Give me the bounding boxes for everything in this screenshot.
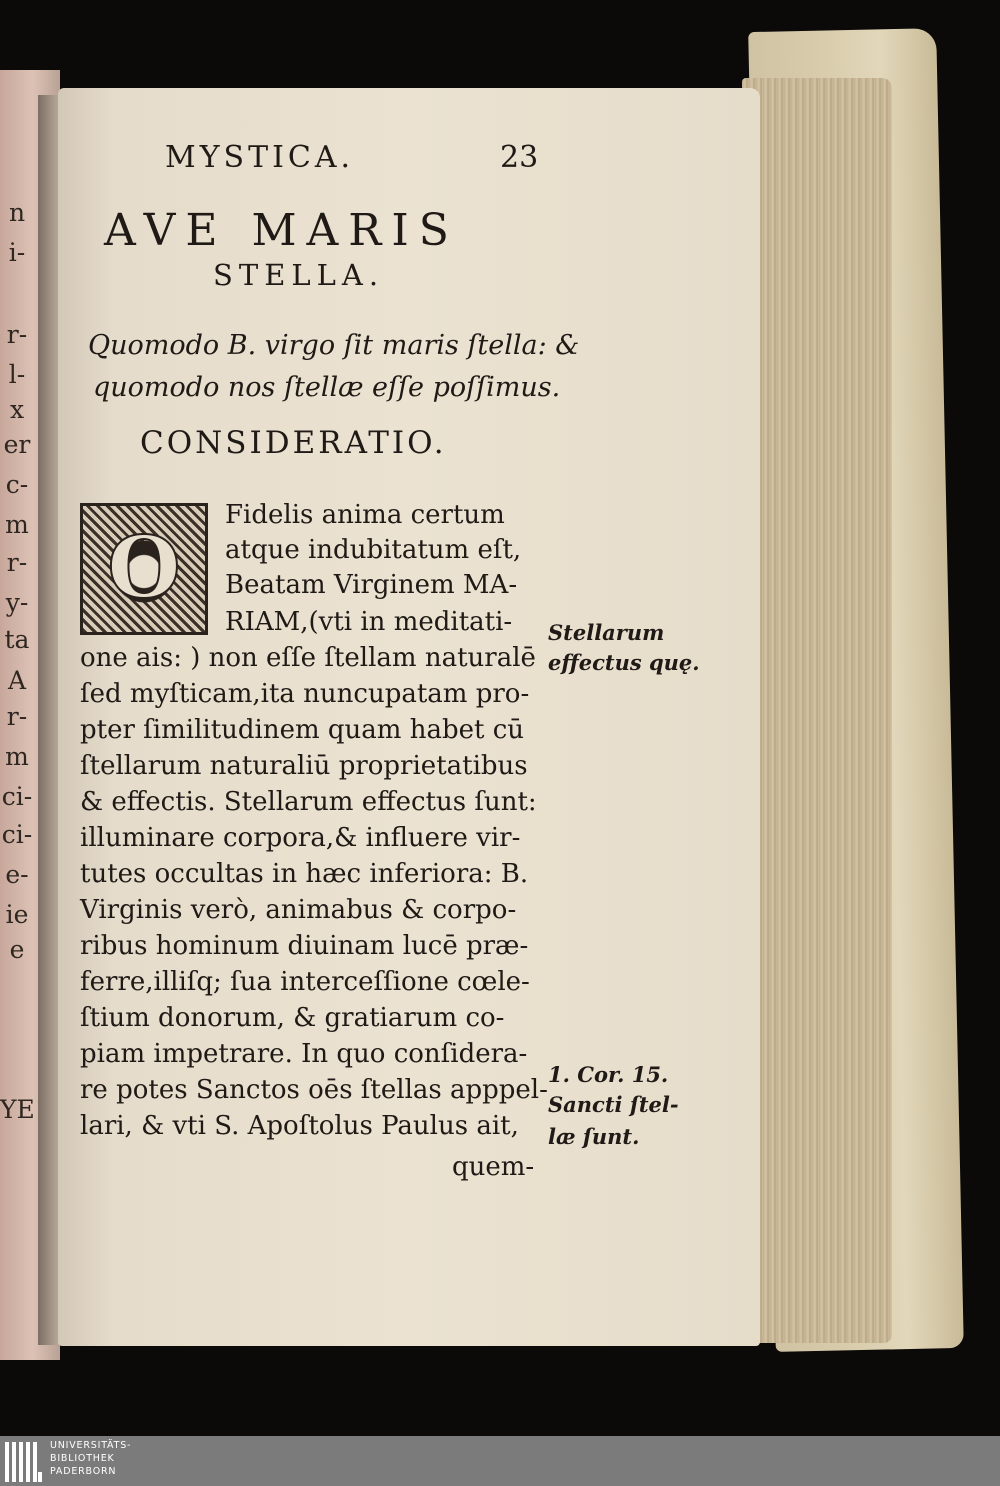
section-heading: CONSIDERATIO. (140, 425, 447, 461)
left-page-fragment: YE (0, 1095, 35, 1124)
body-line: & effectis. Stellarum effectus ſunt: (80, 787, 537, 817)
body-line: one ais: ) non eſſe ſtellam naturalē (80, 643, 536, 673)
library-logo-icon (5, 1442, 41, 1482)
left-page-fragment: e (9, 935, 25, 964)
left-page-fragment: A (7, 666, 27, 695)
marginal-note: effectus quę. (548, 650, 700, 675)
body-line: tutes occultas in hæc inferiora: B. (80, 859, 529, 889)
body-line: ribus hominum diuinam lucē præ- (80, 931, 529, 961)
left-page-fragment: er (3, 430, 31, 459)
catchword: quem- (452, 1152, 535, 1182)
left-page-fragment: e- (5, 860, 29, 889)
subtitle-line: Quomodo B. virgo ſit maris ſtella: & (88, 330, 580, 361)
body-line: pter ſimilitudinem quam habet cū (80, 715, 525, 745)
left-page-fragment: l- (8, 360, 26, 389)
left-page-fragment: r- (6, 702, 28, 731)
library-name-line: PADERBORN (50, 1466, 117, 1477)
left-page-fragment: ci- (1, 820, 33, 849)
left-page-fragment: x (9, 395, 25, 424)
left-page-fragment: c- (5, 470, 29, 499)
body-line: lari, & vti S. Apoſtolus Paulus ait, (80, 1111, 519, 1141)
body-line: piam impetrare. In quo conſidera- (80, 1039, 528, 1069)
left-page-fragment: ci- (1, 782, 33, 811)
body-line: ſtellarum naturaliū proprietatibus (80, 751, 528, 781)
body-line: illuminare corpora,& influere vir- (80, 823, 521, 853)
left-page-fragment: ta (4, 625, 30, 654)
library-name-line: UNIVERSITÄTS- (50, 1440, 132, 1451)
left-page-fragment: r- (6, 320, 28, 349)
left-page-fragment: y- (5, 588, 29, 617)
decorated-initial (80, 503, 208, 635)
left-page-fragment: r- (6, 548, 28, 577)
title-line-1: AVE MARIS (104, 205, 459, 256)
marginal-note: Stellarum (548, 620, 665, 645)
left-page-fragment: ie (5, 900, 29, 929)
body-line: atque indubitatum eſt, (225, 535, 522, 565)
initial-letter: O (107, 518, 181, 617)
left-page-fragment: m (5, 510, 29, 539)
body-line: Beatam Virginem MA- (225, 570, 518, 600)
marginal-note: læ ſunt. (548, 1124, 640, 1149)
body-line: Fidelis anima certum (225, 500, 505, 530)
body-line: Virginis verò, animabus & corpo- (80, 895, 517, 925)
body-line: re potes Sanctos oēs ſtellas apppel- (80, 1075, 548, 1105)
left-page-fragment: n (8, 198, 26, 227)
body-line: ſed myſticam,ita nuncupatam pro- (80, 679, 530, 709)
body-line: ferre,illiſq; ſua interceſſione cœle- (80, 967, 530, 997)
running-head: MYSTICA. (165, 140, 355, 175)
page-edges (742, 78, 892, 1343)
library-name-line: BIBLIOTHEK (50, 1453, 115, 1464)
left-page-fragment: m (5, 742, 29, 771)
page-number: 23 (500, 140, 539, 175)
marginal-note: Sancti ſtel- (548, 1092, 679, 1117)
title-line-2: STELLA. (213, 258, 385, 292)
marginal-note: 1. Cor. 15. (548, 1062, 669, 1087)
body-line: RIAM,(vti in meditati- (225, 607, 513, 637)
body-line: ſtium donorum, & gratiarum co- (80, 1003, 505, 1033)
left-page-fragment: i- (8, 238, 26, 267)
library-footer-bar (0, 1436, 1000, 1486)
subtitle-line: quomodo nos ſtellæ eſſe poſſimus. (93, 372, 561, 403)
